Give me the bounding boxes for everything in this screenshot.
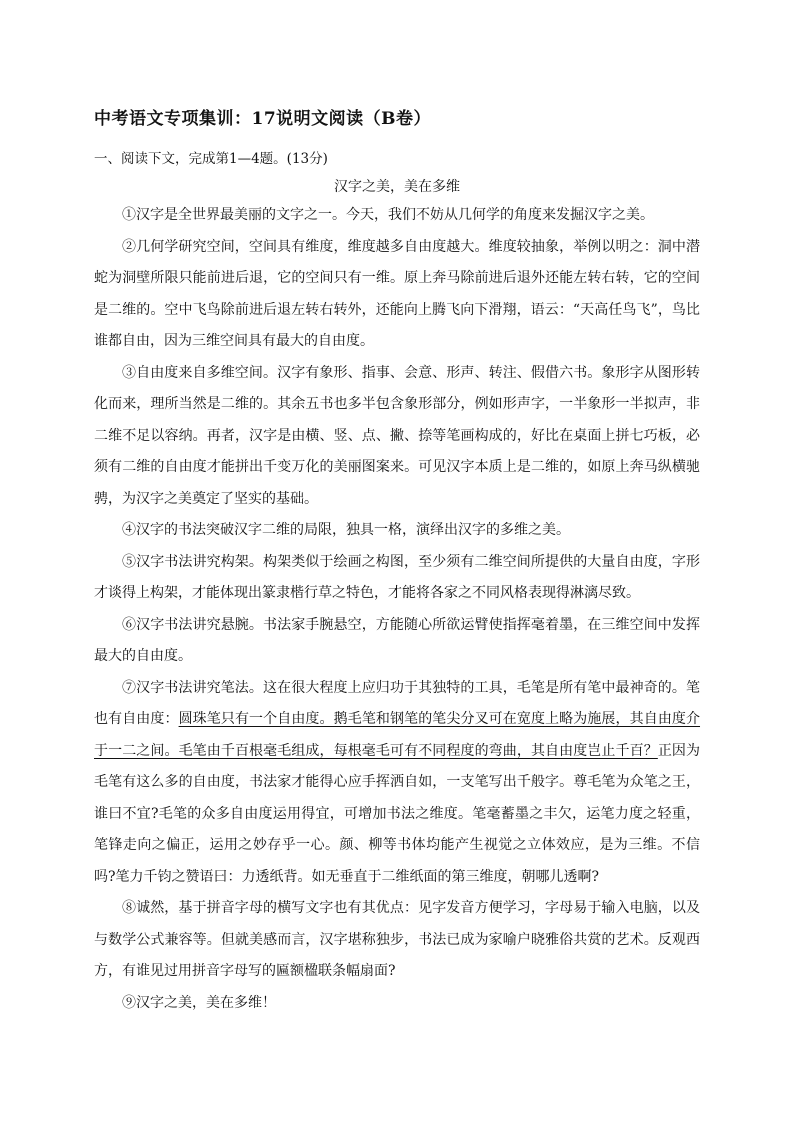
article-title: 汉字之美，美在多维 xyxy=(334,179,460,195)
paragraph-3: ③自由度来自多维空间。汉字有象形、指事、会意、形声、转注、假借六书。象形字从图形转化而来，理所当然是二维的。其余五书也多半包含象形部分，例如形声字，一半象形一半拟声，非二维不足以容纳。再者，汉字是由横、竖、点、撇、捺等笔画构成的，好比在桌面上拼七巧板，必须有二维的自由度才能拼出千变万化的美丽图案来。可见汉字本质上是二维的，如原上奔马纵横驰骋，为汉字之美奠定了坚实的基础。 xyxy=(94,364,700,507)
underlined-passage: 圆珠笔只有一个自由度。鹅毛笔和钢笔的笔尖分叉可在宽度上略为施展，其自由度介于一二之间。毛笔由千百根毫毛组成，每根毫毛可有不同程度的弯曲，其自由度岂止千百？ xyxy=(94,711,701,759)
paragraph-6: ⑥汉字书法讲究悬腕。书法家手腕悬空，方能随心所欲运臂使指挥毫着墨，在三维空间中发挥最大的自由度。 xyxy=(94,616,700,664)
paragraph-8: ⑧诚然，基于拼音字母的横写文字也有其优点：见字发音方便学习，字母易于输入电脑，以及与数学公式兼容等。但就美感而言，汉字堪称独步，书法已成为家喻户晓雅俗共赏的艺术。反观西方，有谁见过用拼音字母写的匾额楹联条幅扇面? xyxy=(94,900,700,979)
page-title: 中考语文专项集训：17说明文阅读（B卷） xyxy=(94,109,432,129)
paragraph-2: ②几何学研究空间，空间具有维度，维度越多自由度越大。维度较抽象，举例以明之：洞中潜蛇为洞壁所限只能前进后退，它的空间只有一维。原上奔马除前进后退外还能左转右转，它的空间是二维的。空中飞鸟除前进后退左转右转外，还能向上腾飞向下滑翔，语云：“天高任鸟飞”，鸟比谁都自由，因为三维空间具有最大的自由度。 xyxy=(94,238,700,349)
paragraph-7-intro: ⑦汉字书法讲究笔法。这在很大程度上应归功于其独特的工具，毛笔是所有笔中最神奇的。笔也有自由度： xyxy=(94,679,700,727)
question-instruction: 一、阅读下文，完成第1—4题。(13分) xyxy=(94,151,328,167)
paragraph-7 xyxy=(94,673,700,894)
paragraph-5: ⑤汉字书法讲究构架。构架类似于绘画之构图，至少须有二维空间所提供的大量自由度，字形才谈得上构架，才能体现出篆隶楷行草之特色，才能将各家之不同风格表现得淋漓尽致。 xyxy=(94,553,700,601)
paragraph-4: ④汉字的书法突破汉字二维的局限，独具一格，演绎出汉字的多维之美。 xyxy=(122,522,570,538)
paragraph-7-rest: 正因为毛笔有这么多的自由度，书法家才能得心应手挥洒自如，一支笔写出千般字。尊毛笔为众笔之王，谁曰不宜?毛笔的众多自由度运用得宜，可增加书法之维度。笔毫蓄墨之丰欠，运笔力度之轻重，笔锋走向之偏正，运用之妙存乎一心。颜、柳等书体均能产生视觉之立体效应，是为三维。不信吗?笔力千钧之赞语曰：力透纸背。如无垂直于二维纸面的第三维度，朝哪儿透啊? xyxy=(94,742,701,885)
paragraph-1: ①汉字是全世界最美丽的文字之一。今天，我们不妨从几何学的角度来发掘汉字之美。 xyxy=(122,207,654,223)
paragraph-9: ⑨汉字之美，美在多维！ xyxy=(122,994,276,1011)
article-body xyxy=(94,200,700,1019)
